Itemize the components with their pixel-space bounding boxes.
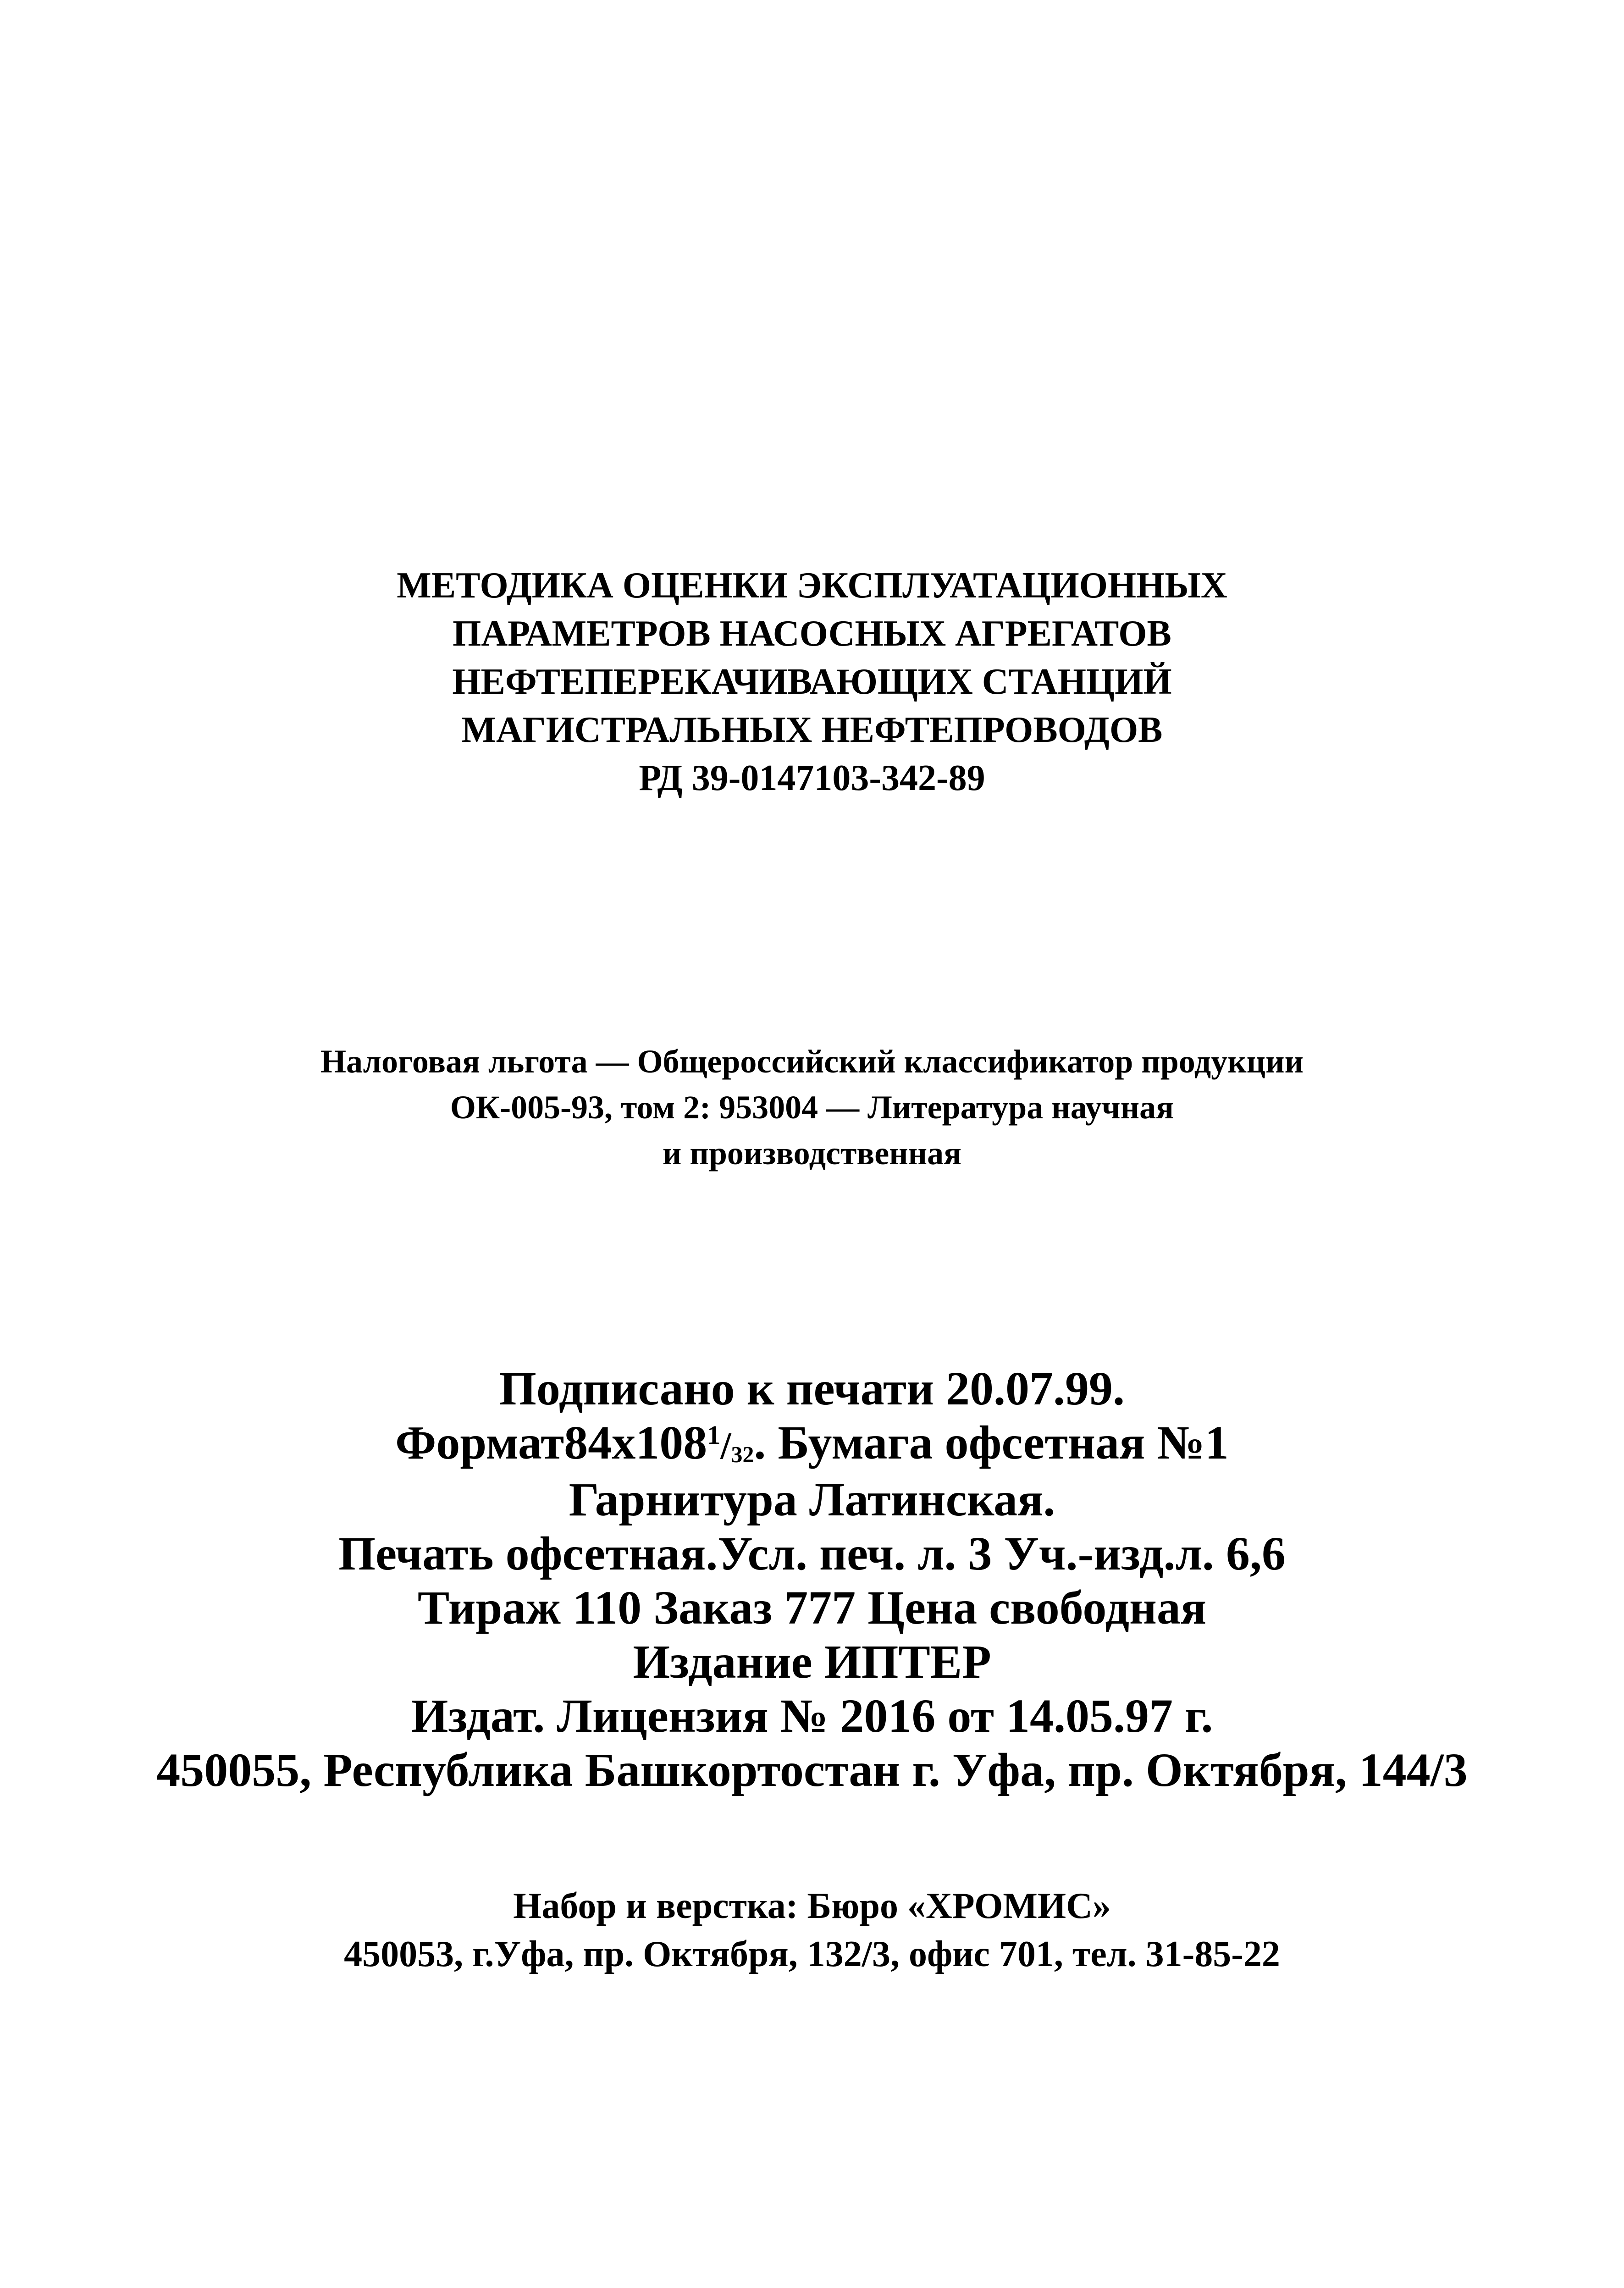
title-line-2: ПАРАМЕТРОВ НАСОСНЫХ АГРЕГАТОВ xyxy=(453,613,1171,654)
typesetting-address: 450053, г.Уфа, пр. Октября, 132/3, офис 701, тел. 31-85-22 xyxy=(344,1934,1280,1974)
imprint-signed: Подписано к печати 20.07.99. xyxy=(499,1362,1125,1415)
imprint-license: Издат. Лицензия № 2016 от 14.05.97 г. xyxy=(411,1690,1213,1742)
typesetting-credit xyxy=(0,1882,1624,1979)
document-title xyxy=(0,562,1624,802)
format-suffix: . Бумага офсетная №1 xyxy=(754,1416,1229,1469)
imprint-run: Тираж 110 Заказ 777 Цена свободная xyxy=(417,1581,1207,1634)
title-line-1: МЕТОДИКА ОЦЕНКИ ЭКСПЛУАТАЦИОННЫХ xyxy=(397,565,1227,606)
document-code: РД 39-0147103-342-89 xyxy=(639,758,985,798)
format-denominator: 32 xyxy=(731,1442,754,1467)
title-line-3: НЕФТЕПЕРЕКАЧИВАЮЩИХ СТАНЦИЙ xyxy=(452,662,1172,702)
format-numerator: 1 xyxy=(707,1420,721,1450)
imprint xyxy=(0,1362,1624,1797)
format-prefix: Формат84x108 xyxy=(395,1416,707,1469)
imprint-publisher: Издание ИПТЕР xyxy=(633,1636,991,1688)
tax-privilege-note xyxy=(0,1039,1624,1176)
typesetting-bureau: Набор и верстка: Бюро «ХРОМИС» xyxy=(513,1886,1111,1926)
format-slash: / xyxy=(720,1425,731,1467)
imprint-address: 450055, Республика Башкортостан г. Уфа, пр. Октября, 144/3 xyxy=(156,1744,1468,1796)
format-fraction xyxy=(707,1420,754,1467)
imprint-print: Печать офсетная.Усл. печ. л. 3 Уч.-изд.л. 6,6 xyxy=(338,1527,1286,1580)
imprint-format xyxy=(0,1416,1624,1473)
title-line-4: МАГИСТРАЛЬНЫХ НЕФТЕПРОВОДОВ xyxy=(461,710,1163,750)
tax-note-line-1: Налоговая льгота — Общероссийский классификатор продукции xyxy=(320,1043,1304,1080)
tax-note-line-2: ОК-005-93, том 2: 953004 — Литература научная xyxy=(450,1089,1174,1126)
tax-note-line-3: и производственная xyxy=(662,1135,962,1172)
imprint-typeface: Гарнитура Латинская. xyxy=(569,1473,1055,1526)
